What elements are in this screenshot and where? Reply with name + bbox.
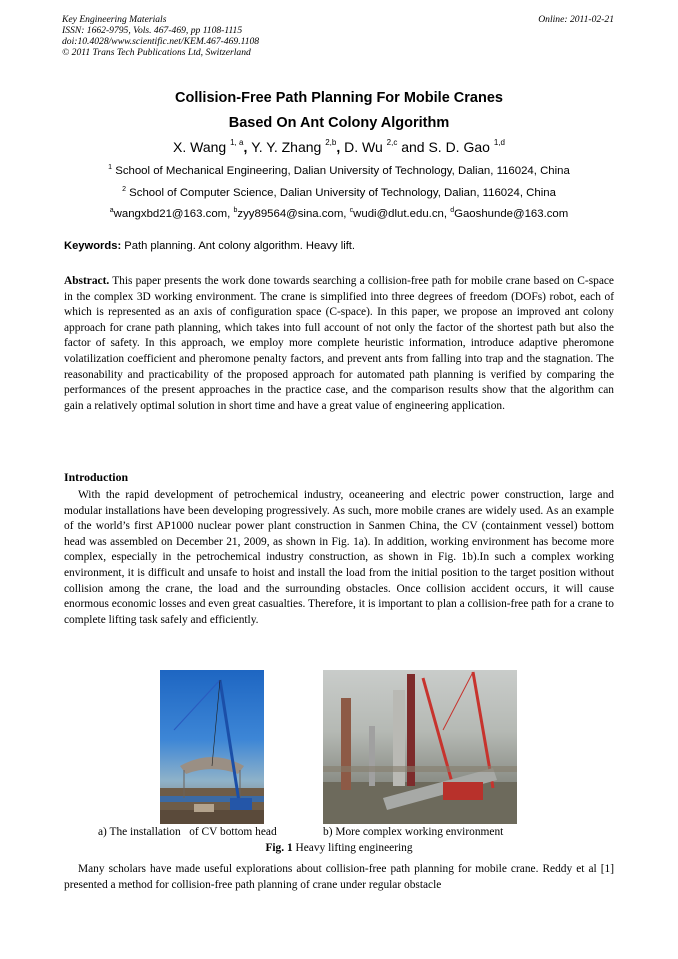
abstract-text: This paper presents the work done towards searching a collision-free path for mobile crane based on C-space in the complex 3D working environment. The crane is simplified into three degrees of freedom (DOFs) robot, each of which is represented as an axis of configuration space (C-space). In this paper, we propose an improved ant colony approach for crane path planning, which takes into full account of not only the factor of the shortest path but also the factor of safety. In this approach, we employ more complete heuristic information, introduce adaptive pheromone volatilization coefficient and pheromone penalty factors, and prevent ants from falling into trap and the stagnation. The reasonability and practicability of the proposed approach for automated path planning is verified by comparing the performances of the present approaches in the practice case, and the comparison results show that the algorithm can gain a relatively optimal solution in short time and have a great value of engineering application. <box>64 275 614 412</box>
industrial-site-illustration <box>323 670 517 824</box>
affiliation-1 <box>0 164 678 177</box>
affiliation-text: School of Mechanical Engineering, Dalian University of Technology, Dalian, 116024, China <box>115 164 570 177</box>
email-address: Gaoshunde@163.com <box>454 207 569 220</box>
author-affiliation-mark: 2,b <box>325 138 337 148</box>
keywords-text: Path planning. Ant colony algorithm. Heavy lift. <box>121 240 356 252</box>
section-heading-introduction: Introduction <box>64 470 129 484</box>
figure-1a-photo-cv-installation <box>160 670 264 824</box>
author-separator: , <box>243 139 252 155</box>
journal-doi: doi:10.4028/www.scientific.net/KEM.467-469.1108 <box>62 36 260 47</box>
affiliation-mark: 2 <box>122 186 126 193</box>
author-name: Y. Y. Zhang <box>251 139 322 155</box>
figure-1a-caption: a) The installation of CV bottom head <box>98 826 277 838</box>
author-separator: , <box>336 139 345 155</box>
email-mark: d <box>450 207 455 214</box>
figure-1-caption <box>0 842 678 854</box>
paper-title-line-1: Collision-Free Path Planning For Mobile Cranes <box>175 90 503 106</box>
author-name: D. Wu <box>344 139 383 155</box>
figure-1b-caption: b) More complex working environment <box>323 826 504 838</box>
email-address: zyy89564@sina.com, <box>237 207 350 220</box>
affiliation-2 <box>0 186 678 199</box>
journal-copyright: © 2011 Trans Tech Publications Ltd, Switzerland <box>62 47 251 58</box>
journal-issn: ISSN: 1662-9795, Vols. 467-469, pp 1108-1115 <box>62 25 243 36</box>
email-mark: c <box>349 207 354 214</box>
body-paragraph: Many scholars have made useful explorations about collision-free path planning for mobile crane. Reddy et al [1] presented a method for collision-free path planning of crane under regular obstacle <box>64 863 614 891</box>
figure-caption-text: Heavy lifting engineering <box>292 842 413 854</box>
author-affiliation-mark: 2,c <box>386 138 398 148</box>
author-list <box>0 139 678 155</box>
email-address: wudi@dlut.edu.cn, <box>353 207 451 220</box>
abstract <box>64 274 614 414</box>
abstract-label: Abstract. <box>64 275 110 287</box>
email-mark: a <box>109 207 114 214</box>
author-name: S. D. Gao <box>428 139 490 155</box>
keywords <box>64 240 355 252</box>
affiliation-text: School of Computer Science, Dalian University of Technology, Dalian, 116024, China <box>129 186 556 199</box>
affiliation-mark: 1 <box>108 164 113 171</box>
journal-name: Key Engineering Materials <box>62 14 167 25</box>
keywords-label: Keywords: <box>64 240 122 252</box>
paper-title-line-2: Based On Ant Colony Algorithm <box>228 115 450 131</box>
crane-photo-illustration <box>160 670 264 824</box>
author-separator: and <box>397 139 429 155</box>
figure-label: Fig. 1 <box>265 842 293 854</box>
author-name: X. Wang <box>173 139 227 155</box>
online-date: Online: 2011-02-21 <box>538 14 614 25</box>
journal-header <box>62 14 259 58</box>
author-affiliation-mark: 1,d <box>493 138 505 148</box>
figure-1b-photo-complex-environment <box>323 670 517 824</box>
introduction-paragraph: With the rapid development of petrochemical industry, oceaneering and electric power construction, large and modular installations have been developing progressively. As such, more mobile cranes are widely used. As an example of the world’s first AP1000 nuclear power plant construction in Sanmen China, the CV (containment vessel) bottom head was assembled on December 21, 2009, as shown in Fig. 1a). In addition, working environment has become more complex, especially in the petrochemical industry construction, as shown in Fig. 1b).In such a complex working environment, it is difficult and unsafe to hoist and install the load from the initial position to the target position without collision among the crane, the load and the surrounding obstacles. Once collision accident occurs, it will cause enormous economic losses and even great casualties. Therefore, it is important to plan a collision-free path for a crane to complete lifting task safely and efficiently. <box>64 489 614 626</box>
author-affiliation-mark: 1, a <box>230 138 244 148</box>
email-list <box>0 207 678 220</box>
email-address: wangxbd21@163.com, <box>113 207 234 220</box>
email-mark: b <box>233 207 238 214</box>
